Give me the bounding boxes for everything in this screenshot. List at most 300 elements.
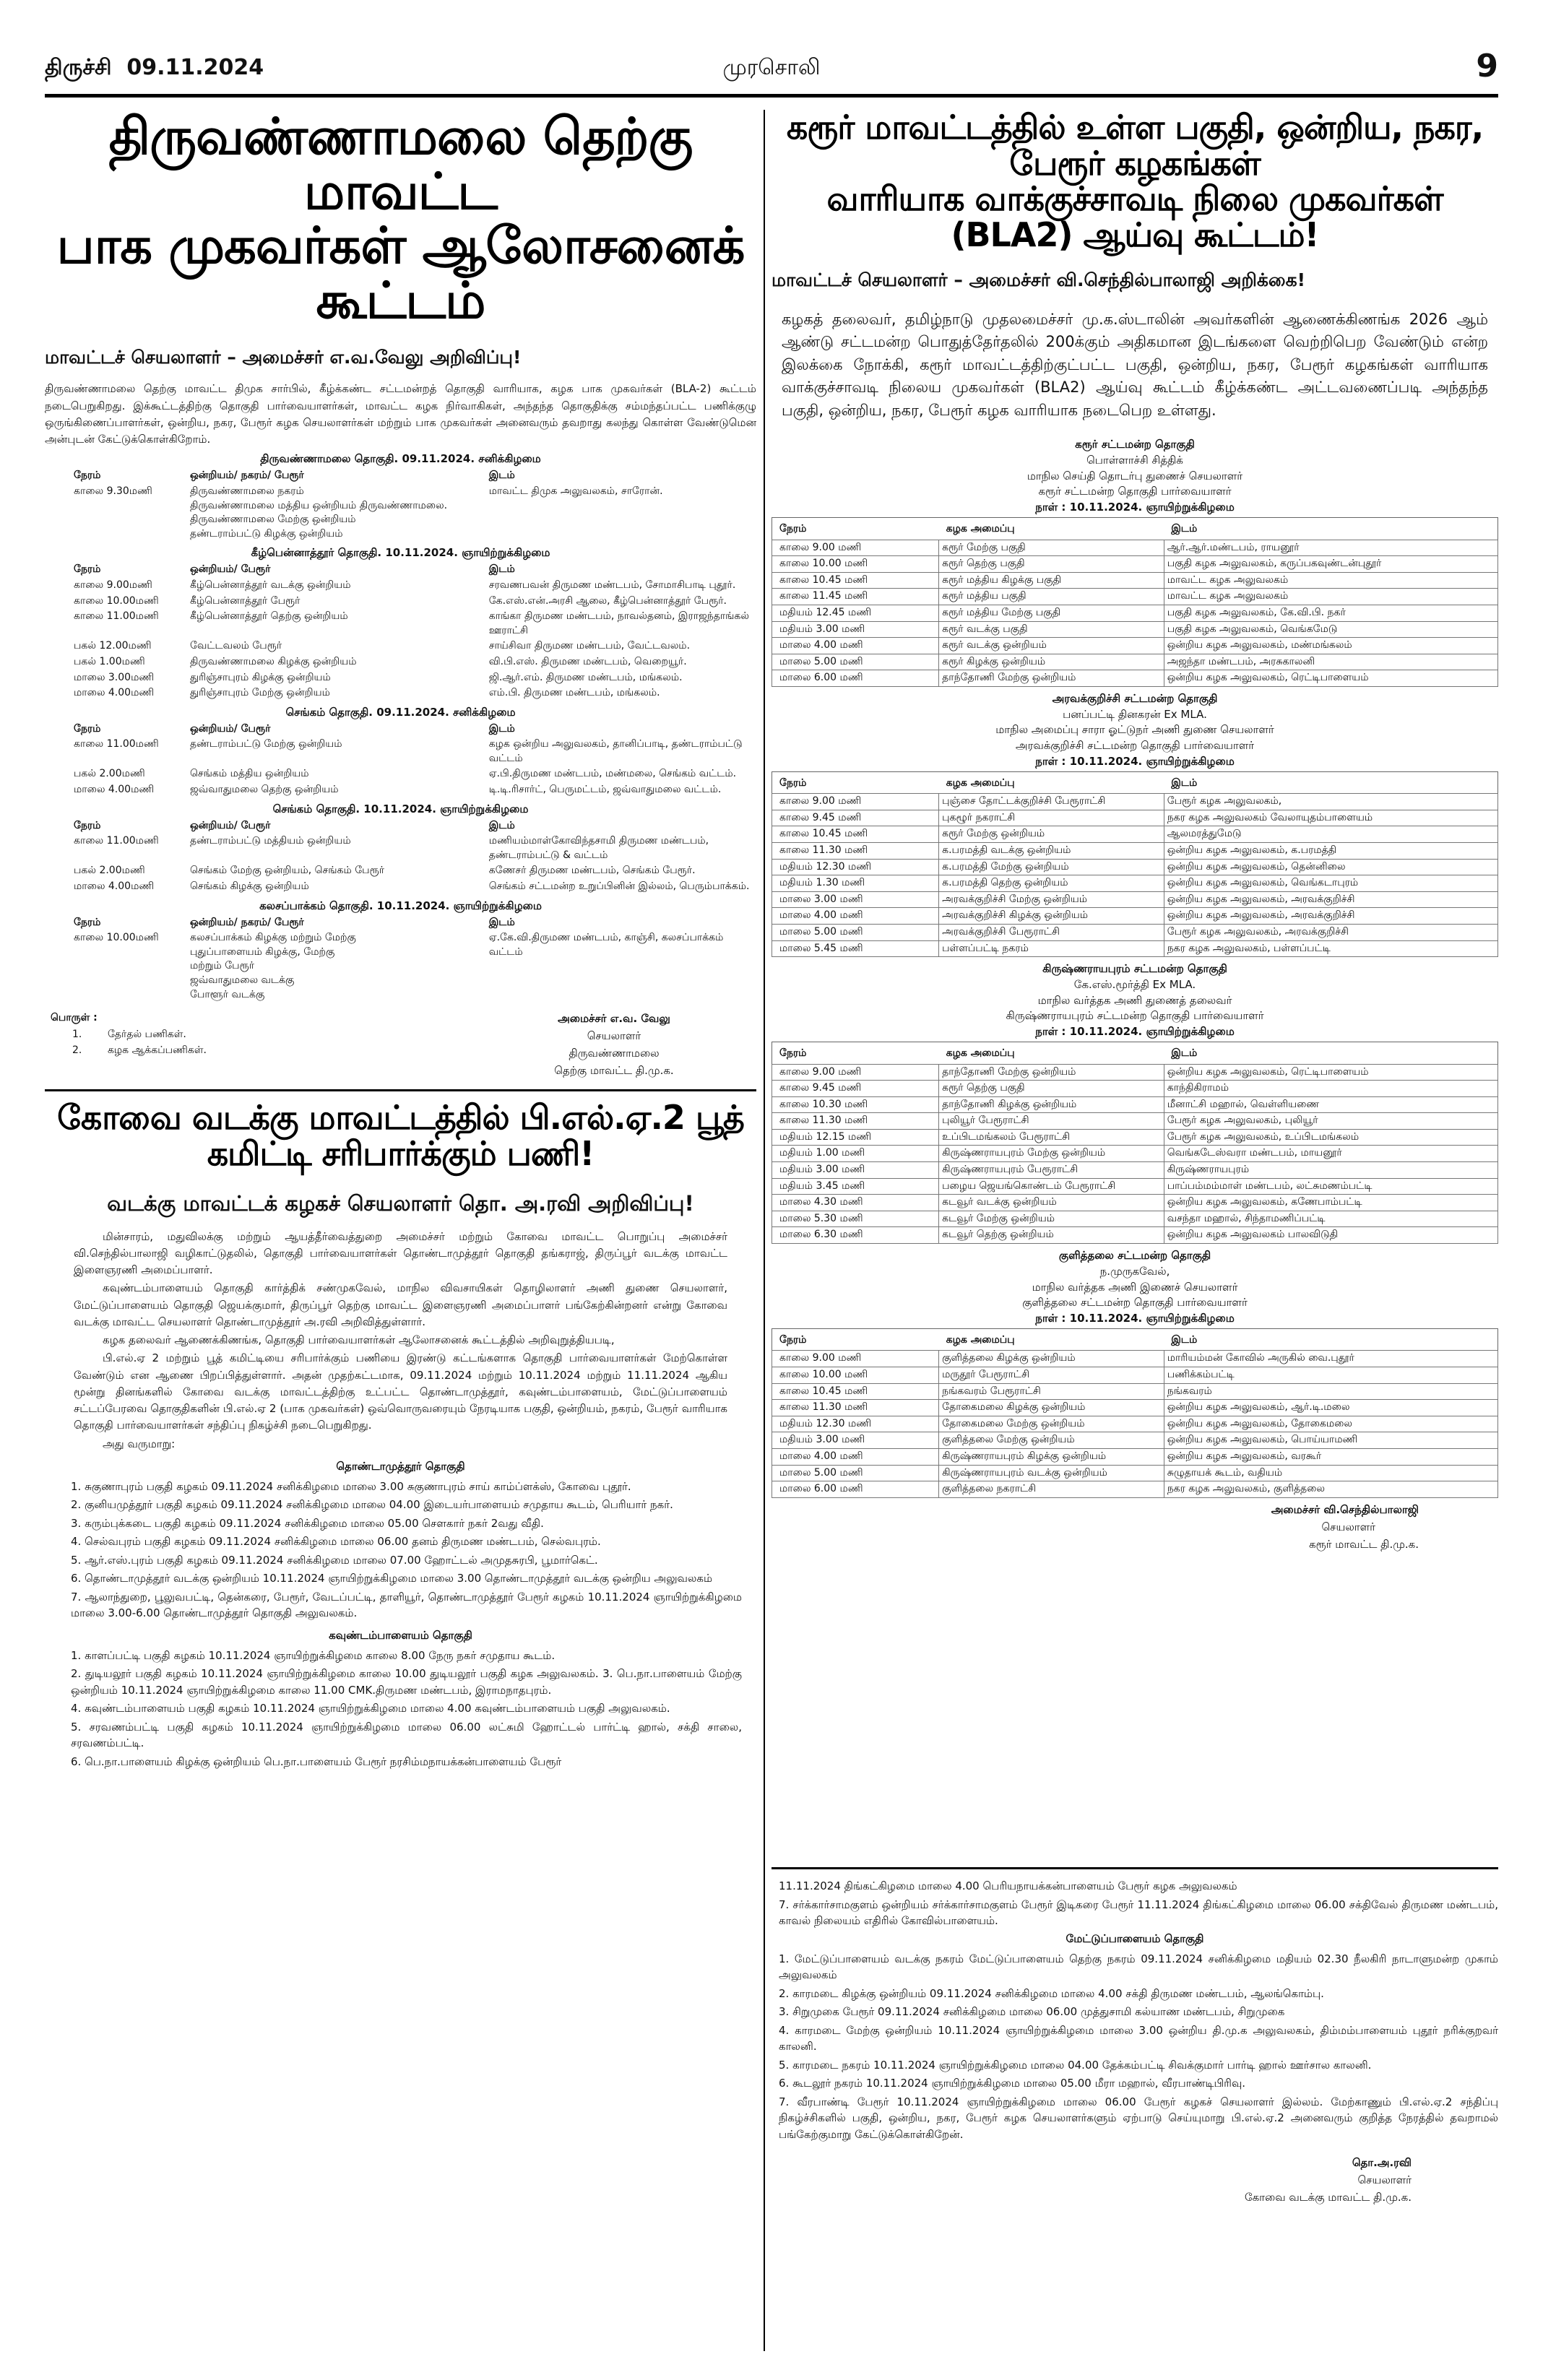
table-cell: மீனாட்சி மஹால், வெள்ளியணை [1164, 1096, 1497, 1113]
headline-line: வாரியாக வாக்குச்சாவடி நிலை முகவர்கள் (BLA2) ஆய்வு கூட்டம்! [826, 179, 1443, 255]
section-title: மேட்டுப்பாளையம் தொகுதி [1066, 1931, 1204, 1945]
table-row [45, 879, 756, 895]
table-cell: காலை 10.00மணி [74, 594, 159, 607]
table-cell: கரூர் தெற்கு பகுதி [939, 1081, 1164, 1097]
table-cell: மாலை 4.00மணி [74, 880, 155, 893]
table-cell: செங்கம் மத்திய ஒன்றியம் [190, 768, 309, 780]
table-cell: ஒன்றிய கழக அலுவலகம், க.பரமத்தி [1164, 843, 1497, 860]
constituency-line: கிருஷ்ணராயபுரம் சட்டமன்ற தொகுதி [1042, 962, 1227, 976]
column-header: இடம் [1171, 1333, 1198, 1346]
table-row [45, 834, 756, 863]
table-cell: மதியம் 3.00 மணி [772, 621, 939, 638]
table-cell: கலசப்பாக்கம் கிழக்கு மற்றும் மேற்கு புதுப்பாளையம் கிழக்கு, மேற்கு மற்றும் பேரூர் ஜவ்வாதுமலை வடக்கு போளூர் வடக்கு [190, 932, 356, 1000]
list-item: 1. மேட்டுப்பாளையம் வடக்கு நகரம் மேட்டுப்பாளையம் தெற்கு நகரம் 09.11.2024 சனிக்கிழமை மதியம் 02.30 நீலகிரி நாடாளுமன்ற முகாம் அலுவலகம் [779, 1952, 1498, 1981]
constituency-line: மாநில அமைப்பு சாரா ஓட்டுநர் அணி துணை செயலாளர் [995, 723, 1274, 737]
left-column [45, 110, 756, 1772]
table-cell: ஒன்றிய கழக அலுவலகம், தென்னிலை [1164, 859, 1497, 875]
table-cell: வெங்கடேஸ்வரா மண்டபம், மாயனூர் [1164, 1146, 1497, 1162]
schedule-table [45, 562, 756, 701]
table-cell: ஒன்றிய கழக அலுவலகம், தோகைமலை [1164, 1416, 1497, 1432]
table-header-row [45, 468, 756, 484]
constituency-line: கரூர் சட்டமன்ற தொகுதி பார்வையாளர் [1038, 485, 1232, 498]
constituency-header [772, 691, 1498, 770]
table-cell: கரூர் மத்திய கிழக்கு பகுதி [939, 572, 1164, 589]
article-divider [45, 1089, 756, 1091]
masthead [45, 48, 1498, 98]
table-cell: கீழ்பென்னாத்தூர் தெற்கு ஒன்றியம் [190, 610, 348, 623]
table-cell: சுழுதாயக் கூடம், வதியம் [1164, 1465, 1497, 1481]
table-cell: கே.எஸ்.என்.அரசி ஆலை, கீழ்பென்னாத்தூர் பேரூர். [488, 594, 727, 607]
table-cell: பேரூர் கழக அலுவலகம், [1164, 794, 1497, 810]
table-cell: காலை 9.30மணி [74, 485, 152, 497]
table-cell: பகுதி கழக அலுவலகம், வெங்கமேடு [1164, 621, 1497, 638]
table-cell: காலை 10.30 மணி [772, 1096, 939, 1113]
table-cell: கடவூர் தெற்கு ஒன்றியம் [939, 1227, 1164, 1244]
schedule-table [772, 1042, 1498, 1244]
schedule-title: செங்கம் தொகுதி. 10.11.2024. ஞாயிற்றுக்கிழமை [272, 802, 529, 815]
list-item: 5. ஆர்.எஸ்.புரம் பகுதி கழகம் 09.11.2024 சனிக்கிழமை மாலை 07.00 ஹோட்டல் அமுதசுரபி, பூமார்கெட். [71, 1553, 598, 1567]
table-cell: காலை 9.45 மணி [772, 810, 939, 826]
table-cell: பேரூர் கழக அலுவலகம், புலியூர் [1164, 1113, 1497, 1130]
table-cell: கரூர் கிழக்கு ஒன்றியம் [939, 654, 1164, 670]
table-cell: கரூர் மத்திய பகுதி [939, 589, 1164, 605]
table-row [772, 1195, 1498, 1211]
table-cell: உப்பிடமங்கலம் பேரூராட்சி [939, 1129, 1164, 1146]
list-item: 1. காளப்பட்டி பகுதி கழகம் 10.11.2024 ஞாயிற்றுக்கிழமை காலை 8.00 நேரு நகர் சமுதாய கூடம். [71, 1648, 556, 1662]
table-cell: மதியம் 12.30 மணி [772, 1416, 939, 1432]
table-row [772, 1113, 1498, 1130]
constituency-line: பனப்பட்டி தினகரன் Ex MLA. [1063, 707, 1207, 721]
body-paragraph: அது வருமாறு: [103, 1437, 176, 1450]
table-cell: காலை 11.00மணி [74, 610, 159, 623]
list-item: 6. தொண்டாமுத்தூர் வடக்கு ஒன்றியம் 10.11.2024 ஞாயிற்றுக்கிழமை மாலை 3.00 தொண்டாமுத்தூர் வடக்கு ஒன்றிய அலுவலகம் [71, 1572, 713, 1585]
headline-line: பாக முகவர்கள் ஆலோசனைக் கூட்டம் [56, 216, 745, 330]
body-paragraph: கவுண்டம்பாளையம் தொகுதி கார்த்திக் சண்முகவேல், மாநில விவசாயிகள் தொழிலாளர் அணி துணை செயலாளர், மேட்டுப்பாளையம் தொகுதி ஜெயக்குமார், திருப்பூர் தெற்கு மாவட்ட இளைஞரணி அமைப்பாளர் பங்கேற்கின்றனர் என்று கோவை வடக்கு மாவட்ட செயலாளர் தொண்டாமுத்தூர் அ.ரவி அறிவித்துள்ளார். [74, 1281, 727, 1328]
table-cell: புகழூர் நகராட்சி [939, 810, 1164, 826]
table-cell: சரவணபவன் திருமண மண்டபம், சோமாசிபாடி புதூர். [488, 579, 736, 591]
table-cell: காலை 11.30 மணி [772, 843, 939, 860]
column-header: நேரம் [74, 916, 101, 928]
table-row [45, 594, 756, 610]
column-header: நேரம் [74, 819, 101, 831]
constituency-line: அரவக்குறிச்சி சட்டமன்ற தொகுதி [1052, 691, 1218, 705]
constituency-header [772, 1248, 1498, 1327]
list-item: 7. ஆலாந்துறை, பூலுவபட்டி, தென்கரை, பேரூர், வேடப்பட்டி, தாளியூர், தொண்டாமுத்தூர் பேரூர் கழகம் 10.11.2024 ஞாயிற்றுக்கிழமை மாலை 3.00-6.00 தொண்டாமுத்தூர் தொகுதி அலுவலகம். [71, 1590, 742, 1620]
table-header-row [45, 818, 756, 834]
constituency-line: குளித்தலை சட்டமன்ற தொகுதி பார்வையாளர் [1022, 1296, 1248, 1310]
table-row [772, 1146, 1498, 1162]
table-header-row [772, 1042, 1498, 1064]
table-cell: காலை 9.00 மணி [772, 794, 939, 810]
schedule-table [45, 722, 756, 798]
table-cell: காலை 9.45 மணி [772, 1081, 939, 1097]
table-cell: குளித்தலை நகராட்சி [939, 1481, 1164, 1498]
table-cell: ஜவ்வாதுமலை தெற்கு ஒன்றியம் [190, 784, 339, 796]
table-cell: காலை 9.00 மணி [772, 1064, 939, 1081]
list-item: 5. காரமடை நகரம் 10.11.2024 ஞாயிற்றுக்கிழமை மாலை 04.00 தேக்கம்பட்டி சிவக்குமார் பார்டி ஹால் ஊர்சால காலனி. [779, 2058, 1372, 2072]
table-cell: துரிஞ்சாபுரம் கிழக்கு ஒன்றியம் [190, 671, 331, 683]
table-row [772, 891, 1498, 908]
body-paragraph: பி.எல்.ஏ 2 மற்றும் பூத் கமிட்டியை சரிபார்க்கும் பணியை இரண்டு கட்டங்களாக தொகுதி பார்வையாளர்கள் மேற்கொள்ள வேண்டும் என ஆணை பிறப்பித்துள்ளார். அதன் முதற்கட்டமாக, 09.11.2024 மற்றும் 10.11.2024 மற்றும் 11.11.2024 ஆகிய மூன்று தினங்களில் கோவை வடக்கு மாவட்டத்திற்கு உட்பட்ட தொண்டாமுத்தூர், கவுண்டம்பாளையம், மேட்டுப்பாளையம் சட்டப்பேரவை தொகுதிகளின் பி.எல்.ஏ 2 (பாக முகவர்கள்) ஒவ்வொருவரையும் நேரடியாக பகுதி, ஒன்றியம், நகரம், பேரூர் வாரியாக தொகுதி பார்வையாளர்கள் சந்திப்பு நிகழ்ச்சி நடைபெறுகிறது. [74, 1351, 727, 1432]
table-cell: மாவட்ட கழக அலுவலகம் [1164, 589, 1497, 605]
table-cell: காலை 11.30 மணி [772, 1113, 939, 1130]
sign-line: கோவை வடக்கு மாவட்ட தி.மு.க. [1244, 2191, 1412, 2204]
constituency-line: கரூர் சட்டமன்ற தொகுதி [1075, 438, 1195, 451]
column-header: நேரம் [74, 722, 101, 735]
article-3-intro: கழகத் தலைவர், தமிழ்நாடு முதலமைச்சர் மு.க.ஸ்டாலின் அவர்களின் ஆணைக்கிணங்க 2026 ஆம் ஆண்டு சட்டமன்ற பொதுத்தேர்தலில் 200க்கும் அதிகமான இடங்களை வெற்றிபெற வேண்டும் என்ற இலக்கை நோக்கி, கரூர் மாவட்டத்திற்குட்பட்ட பகுதி, ஒன்றிய, நகர, பேரூர் கழகங்கள் வாரியாக வாக்குச்சாவடி நிலைய முகவர்கள் (BLA2) ஆய்வு கூட்டம் கீழ்க்கண்ட அட்டவணைப்படி அந்தந்த பகுதி, ஒன்றிய, நகர, பேரூர் கழக வாரியாக நடைபெற உள்ளது. [782, 310, 1488, 419]
column-header: கழக அமைப்பு [946, 776, 1015, 789]
table-row [772, 1211, 1498, 1227]
table-cell: ஒன்றிய கழக அலுவலகம், கணேபாம்பட்டி [1164, 1195, 1497, 1211]
table-cell: மருதூர் பேரூராட்சி [939, 1367, 1164, 1383]
table-cell: பகல் 2.00மணி [74, 768, 145, 780]
table-cell: பகல் 2.00மணி [74, 865, 145, 877]
table-cell: காங்கா திருமண மண்டபம், நாவல்தனம், இராஜந்தாங்கல் ஊராட்சி [488, 610, 749, 636]
article-2-body [45, 1229, 756, 1453]
column-header: நேரம் [74, 469, 101, 482]
list-item: 6. கூடலூர் நகரம் 10.11.2024 ஞாயிற்றுக்கிழமை மாலை 05.00 மீரா மஹால், வீரபாண்டிபிரிவு. [779, 2077, 1246, 2090]
column-header: ஒன்றியம்/ பேரூர் [190, 563, 271, 576]
table-cell: தோகைமலை மேற்கு ஒன்றியம் [939, 1416, 1164, 1432]
constituency-line: ந.முருகவேல், [1099, 1264, 1170, 1278]
table-cell: கரூர் வடக்கு ஒன்றியம் [939, 638, 1164, 654]
table-row [772, 1081, 1498, 1097]
list-item: 2. துடியலூர் பகுதி கழகம் 10.11.2024 ஞாயிற்றுக்கிழமை காலை 10.00 துடியலூர் பகுதி கழக அலுவலகம். 3. பெ.நா.பாளையம் மேற்கு ஒன்றியம் 10.11.2024 ஞாயிற்றுக்கிழமை காலை 11.00 CMK.திருமண மண்டபம், இராமநாதபுரம். [71, 1667, 742, 1697]
column-header: நேரம் [779, 522, 807, 535]
section-title: கவுண்டம்பாளையம் தொகுதி [329, 1628, 472, 1642]
sign-line: செயலாளர் [1357, 2173, 1412, 2186]
column-header: இடம் [1171, 1047, 1198, 1059]
column-header: கழக அமைப்பு [946, 1047, 1015, 1059]
schedule-title: திருவண்ணாமலை தொகுதி. 09.11.2024. சனிக்கிழமை [260, 452, 541, 466]
purpose-item: 1. தேர்தல் பணிகள். [72, 1028, 186, 1040]
table-cell: காலை 11.45 மணி [772, 589, 939, 605]
table-cell: கரூர் வடக்கு பகுதி [939, 621, 1164, 638]
table-row [45, 609, 756, 639]
list-item: 3. கரும்புக்கடை பகுதி கழகம் 09.11.2024 சனிக்கிழமை மாலை 05.00 செளகார் நகர் 2வது வீதி. [71, 1516, 544, 1530]
table-row [45, 670, 756, 686]
table-row [772, 1383, 1498, 1400]
table-row [45, 782, 756, 798]
table-row [45, 766, 756, 782]
table-cell: மாலை 3.00மணி [74, 671, 155, 683]
article-1-signature [472, 1010, 756, 1079]
article-1-headline [45, 110, 756, 328]
table-header-row [45, 915, 756, 931]
table-cell: க.பரமத்தி தெற்கு ஒன்றியம் [939, 875, 1164, 892]
schedule-date: நாள் : 10.11.2024. ஞாயிற்றுக்கிழமை [1035, 1312, 1235, 1325]
continued-divider [772, 1867, 1498, 1869]
table-cell: காலை 10.00மணி [74, 932, 159, 944]
constituency-line: பொள்ளாச்சி சித்திக் [1086, 453, 1183, 467]
table-cell: திருவண்ணாமலை கிழக்கு ஒன்றியம் [190, 655, 357, 667]
table-cell: மாலை 5.00 மணி [772, 924, 939, 940]
table-cell: கிருஷ்ணராயபுரம் கிழக்கு ஒன்றியம் [939, 1448, 1164, 1465]
right-column [772, 110, 1498, 1553]
table-cell: மாலை 5.30 மணி [772, 1211, 939, 1227]
column-header: இடம் [488, 469, 515, 482]
schedule-date: நாள் : 10.11.2024. ஞாயிற்றுக்கிழமை [1035, 501, 1235, 514]
list-item: 4. செல்வபுரம் பகுதி கழகம் 09.11.2024 சனிக்கிழமை மாலை 06.00 தனம் திருமண மண்டபம், செல்வபுரம். [71, 1535, 601, 1549]
date: 09.11.2024 [126, 55, 264, 80]
article-2-subhead: வடக்கு மாவட்டக் கழகச் செயலாளர் தொ. அ.ரவி அறிவிப்பு! [107, 1190, 694, 1216]
table-cell: நங்கவரம் [1164, 1383, 1497, 1400]
table-cell: மாலை 6.00 மணி [772, 1481, 939, 1498]
list-item: 4. கவுண்டம்பாளையம் பகுதி கழகம் 10.11.2024 ஞாயிற்றுக்கிழமை மாலை 4.00 கவுண்டம்பாளையம் பகுதி அலுவலகம். [71, 1702, 670, 1715]
table-cell: ஒன்றிய கழக அலுவலகம், ரெட்டிபாளையம் [1164, 670, 1497, 687]
table-cell: பணிக்கம்பட்டி [1164, 1367, 1497, 1383]
table-cell: காலை 9.00மணி [74, 579, 152, 591]
table-row [45, 863, 756, 879]
section-list [45, 1648, 756, 1770]
table-row [772, 1178, 1498, 1195]
table-header-row [45, 722, 756, 737]
table-cell: ஒன்றிய கழக அலுவலகம், மண்மங்கலம் [1164, 638, 1497, 654]
table-cell: ஒன்றிய கழக அலுவலகம், பொய்யாமணி [1164, 1432, 1497, 1449]
table-cell: பாப்பம்மம்மாள் மண்டபம், லட்சுமணம்பட்டி [1164, 1178, 1497, 1195]
table-cell: தண்டராம்பட்டு மத்தியம் ஒன்றியம் [190, 835, 351, 847]
table-cell: கிருஷ்ணராயபுரம் வடக்கு ஒன்றியம் [939, 1465, 1164, 1481]
table-cell: மாலை 4.00 மணி [772, 638, 939, 654]
table-cell: காலை 11.00மணி [74, 738, 159, 750]
table-row [772, 540, 1498, 556]
column-header: நேரம் [779, 776, 807, 789]
table-cell: டி.டி.ரிசார்ட், பெருமட்டம், ஜவ்வாதுமலை வட்டம். [488, 784, 722, 796]
table-cell: பள்ளப்பட்டி நகரம் [939, 940, 1164, 957]
table-cell: வேட்டவலம் பேரூர் [190, 640, 282, 652]
table-cell: ஒன்றிய கழக அலுவலகம், அரவக்குறிச்சி [1164, 891, 1497, 908]
table-cell: கிருஷ்ணராயபுரம் மேற்கு ஒன்றியம் [939, 1146, 1164, 1162]
schedule-date: நாள் : 10.11.2024. ஞாயிற்றுக்கிழமை [1035, 1025, 1235, 1039]
table-cell: கழக ஒன்றிய அலுவலகம், தானிப்பாடி, தண்டராம்பட்டு வட்டம் [488, 738, 743, 764]
table-cell: ஆர்.ஆர்.மண்டபம், ராயனூர் [1164, 540, 1497, 556]
section-title: தொண்டாமுத்தூர் தொகுதி [336, 1459, 465, 1473]
table-row [772, 908, 1498, 925]
table-cell: காலை 9.00 மணி [772, 1351, 939, 1367]
table-cell: கரூர் தெற்கு பகுதி [939, 556, 1164, 573]
table-cell: ஒன்றிய கழக அலுவலகம், வரகூர் [1164, 1448, 1497, 1465]
table-cell: கிருஷ்ணராயபுரம் பேரூராட்சி [939, 1162, 1164, 1179]
column-header: ஒன்றியம்/ பேரூர் [190, 819, 271, 831]
table-cell: மாலை 5.45 மணி [772, 940, 939, 957]
table-cell: வசந்தா மஹால், சிந்தாமணிப்பட்டி [1164, 1211, 1497, 1227]
list-item: 3. சிறுமுகை பேரூர் 09.11.2024 சனிக்கிழமை மாலை 06.00 முத்துசாமி கல்யாண மண்டபம், சிறுமுகை [779, 2005, 1285, 2018]
table-cell: நகர கழக அலுவலகம், பள்ளப்பட்டி [1164, 940, 1497, 957]
schedule-table [772, 517, 1498, 687]
table-cell: கரூர் மேற்கு ஒன்றியம் [939, 826, 1164, 843]
table-row [45, 578, 756, 594]
table-cell: மாலை 4.30 மணி [772, 1195, 939, 1211]
table-cell: தாந்தோணி மேற்கு ஒன்றியம் [939, 670, 1164, 687]
headline-line: கரூர் மாவட்டத்தில் உள்ள பகுதி, ஒன்றிய, நகர, பேரூர் கழகங்கள் [786, 110, 1484, 183]
table-row [45, 737, 756, 766]
section-list [45, 1479, 756, 1622]
table-cell: தாந்தோணி மேற்கு ஒன்றியம் [939, 1064, 1164, 1081]
table-cell: மதியம் 3.45 மணி [772, 1178, 939, 1195]
table-cell: கீழ்பென்னாத்தூர் வடக்கு ஒன்றியம் [190, 579, 351, 591]
sign-line: தொ.அ.ரவி [1352, 2156, 1412, 2169]
table-cell: செங்கம் சட்டமன்ற உறுப்பினின் இல்லம், பெரும்பாக்கம். [488, 880, 750, 893]
column-header: கழக அமைப்பு [946, 522, 1015, 535]
schedule-title: செங்கம் தொகுதி. 09.11.2024. சனிக்கிழமை [285, 705, 516, 719]
table-cell: மாலை 5.00 மணி [772, 654, 939, 670]
column-header: நேரம் [74, 563, 101, 576]
table-row [772, 1129, 1498, 1146]
table-row [45, 639, 756, 654]
table-cell: பேரூர் கழக அலுவலகம், உப்பிடமங்கலம் [1164, 1129, 1497, 1146]
table-cell: கடவூர் வடக்கு ஒன்றியம் [939, 1195, 1164, 1211]
table-cell: அஜந்தா மண்டபம், அரசுகாலனி [1164, 654, 1497, 670]
table-cell: காலை 11.00மணி [74, 835, 159, 847]
article-3-schedules [772, 437, 1498, 1498]
table-cell: ஏ.கே.வி.திருமண மண்டபம், காஞ்சி, கலசப்பாக்கம் வட்டம் [488, 932, 724, 958]
list-item: 1. சுகுணாபுரம் பகுதி கழகம் 09.11.2024 சனிக்கிழமை மாலை 3.00 சுகுணாபுரம் சாய் காம்ப்ளக்ஸ், கோவை புதூர். [71, 1479, 631, 1493]
constituency-line: கிருஷ்ணராயபுரம் சட்டமன்ற தொகுதி பார்வையாளர் [1006, 1009, 1264, 1023]
table-row [45, 685, 756, 701]
table-cell: காந்திகிராமம் [1164, 1081, 1497, 1097]
table-row [45, 654, 756, 670]
column-header: இடம் [488, 819, 515, 831]
table-cell: தாந்தோணி கிழக்கு ஒன்றியம் [939, 1096, 1164, 1113]
table-row [772, 638, 1498, 654]
table-cell: மாலை 4.00 மணி [772, 1448, 939, 1465]
table-cell: மாவட்ட திமுக அலுவலகம், சாரோன். [488, 485, 663, 497]
article-1-schedules [45, 452, 756, 1003]
sign-line: திருவண்ணாமலை [569, 1047, 660, 1060]
table-cell: ஒன்றிய கழக அலுவலகம் பாலவிடுதி [1164, 1227, 1497, 1244]
table-cell: செங்கம் மேற்கு ஒன்றியம், செங்கம் பேரூர் [190, 865, 385, 877]
schedule-table [45, 468, 756, 542]
table-cell: பழைய ஜெயங்கொண்டம் பேரூராட்சி [939, 1178, 1164, 1195]
table-cell: புஞ்சை தோட்டக்குறிச்சி பேரூராட்சி [939, 794, 1164, 810]
table-cell: க.பரமத்தி வடக்கு ஒன்றியம் [939, 843, 1164, 860]
column-divider [764, 110, 765, 2351]
table-cell: திருவண்ணாமலை நகரம் திருவண்ணாமலை மத்திய ஒன்றியம் திருவண்ணாமலை. திருவண்ணாமலை மேற்கு ஒன்றியம் தண்டராம்பட்டு கிழக்கு ஒன்றியம் [190, 485, 448, 540]
list-item: 7. வீரபாண்டி பேரூர் 10.11.2024 ஞாயிற்றுக்கிழமை மாலை 06.00 பேரூர் கழகச் செயலாளர் இல்லம். மேற்காணும் பி.எல்.ஏ.2 சந்திப்பு நிகழ்ச்சிகளில் பகுதி, ஒன்றிய, நகர, பேரூர் கழக செயலாளர்களும் ஏற்பாடு செய்யுமாறு பி.எல்.ஏ.2 அனைவரும் குறித்த நேரத்தில் தவறாமல் பங்கேற்குமாறு கேட்டுக்கொள்கிறேன். [779, 2095, 1498, 2141]
table-cell: மாலை 4.00மணி [74, 687, 155, 699]
table-cell: அரவக்குறிச்சி கிழக்கு ஒன்றியம் [939, 908, 1164, 925]
table-cell: பகுதி கழக அலுவலகம், கருப்பகவுண்டன்புதூர் [1164, 556, 1497, 573]
body-paragraph: மின்சாரம், மதுவிலக்கு மற்றும் ஆயத்தீர்வைத்துறை அமைச்சர் மற்றும் கோவை மாவட்ட பொறுப்பு அமைச்சர் வி.செந்தில்பாலாஜி வழிகாட்டுதலில், தொகுதி பார்வையாளர்கள் தொண்டாமுத்தூர் தொகுதி தங்கராஜ், திருப்பூர் வடக்கு மாவட்ட இளைஞரணி அமைப்பாளர். [74, 1229, 728, 1277]
column-header: இடம் [488, 916, 515, 928]
table-row [772, 572, 1498, 589]
table-cell: மாலை 6.30 மணி [772, 1227, 939, 1244]
schedule-table [772, 771, 1498, 958]
table-row [772, 843, 1498, 860]
table-row [772, 654, 1498, 670]
table-row [772, 670, 1498, 687]
table-cell: காலை 10.00 மணி [772, 1367, 939, 1383]
section-list [772, 1951, 1498, 2143]
table-cell: குளித்தலை கிழக்கு ஒன்றியம் [939, 1351, 1164, 1367]
body-paragraph: கழக தலைவர் ஆணைக்கிணங்க, தொகுதி பார்வையாளர்கள் ஆலோசனைக் கூட்டத்தில் அறிவுறுத்தியபடி, [103, 1333, 615, 1347]
table-row [772, 810, 1498, 826]
purpose-item: 2. கழக ஆக்கப்பணிகள். [72, 1044, 207, 1056]
purpose-label: பொருள் : [51, 1012, 98, 1024]
list-item: 7. சர்க்கார்சாமகுளம் ஒன்றியம் சர்க்கார்சாமகுளம் பேரூர் இடிகரை பேரூர் 11.11.2024 திங்கட்கிழமை மாலை 06.00 சக்திவேல் திருமண மண்டபம், காவல் நிலையம் எதிரில் கோவில்பாளையம். [779, 1897, 1498, 1927]
article-2-headline: கோவை வடக்கு மாவட்டத்தில் பி.எல்.ஏ.2 பூத் கமிட்டி சரிபார்க்கும் பணி! [57, 1098, 744, 1173]
table-cell: எம்.பி. திருமண மண்டபம், மங்கலம். [488, 687, 660, 699]
continued-list [772, 1878, 1498, 1929]
table-row [772, 1481, 1498, 1498]
constituency-line: மாநில வர்த்தக அணி இணைச் செயலாளர் [1032, 1280, 1238, 1294]
schedule-title: கலசப்பாக்கம் தொகுதி. 10.11.2024. ஞாயிற்றுக்கிழமை [259, 899, 542, 912]
sign-line: செயலாளர் [587, 1029, 641, 1043]
table-row [772, 605, 1498, 621]
table-cell: மதியம் 12.15 மணி [772, 1129, 939, 1146]
table-row [772, 1465, 1498, 1481]
table-header-row [772, 771, 1498, 794]
edition: திருச்சி [45, 55, 112, 80]
schedule-title: கீழ்பென்னாத்தூர் தொகுதி. 10.11.2024. ஞாயிற்றுக்கிழமை [251, 546, 550, 560]
table-cell: கிருஷ்ணராயபுரம் [1164, 1162, 1497, 1179]
article-1-subhead: மாவட்டச் செயலாளர் – அமைச்சர் எ.வ.வேலு அறிவிப்பு! [45, 347, 522, 368]
article-1-intro: திருவண்ணாமலை தெற்கு மாவட்ட திமுக சார்பில், கீழ்க்கண்ட சட்டமன்றத் தொகுதி வாரியாக, கழக பாக முகவர்கள் (BLA-2) கூட்டம் நடைபெறுகிறது. இக்கூட்டத்திற்கு தொகுதி பார்வையாளர்கள், மாவட்ட கழக நிர்வாகிகள், அந்தந்த தொகுதிக்கு சம்மந்தப்பட்ட பணிக்குழு ஒருங்கிணைப்பாளர்கள், ஒன்றிய, நகர, பேரூர் கழக செயலாளர்கள் மற்றும் பாக முகவர்கள் அனைவரும் தவறாது கலந்து கொள்ள வேண்டுமென அன்புடன் கேட்டுக்கொள்கிறோம். [45, 382, 756, 446]
constituency-header [772, 437, 1498, 516]
column-header: ஒன்றியம்/ பேரூர் [190, 722, 271, 735]
table-cell: மதியம் 1.30 மணி [772, 875, 939, 892]
table-header-row [772, 1328, 1498, 1351]
constituency-line: குளித்தலை சட்டமன்ற தொகுதி [1058, 1249, 1211, 1263]
table-cell: செங்கம் கிழக்கு ஒன்றியம் [190, 880, 309, 893]
table-cell: ஒன்றிய கழக அலுவலகம், வெங்கடாபுரம் [1164, 875, 1497, 892]
table-row [772, 826, 1498, 843]
column-header: இடம் [488, 563, 515, 576]
table-row [772, 1162, 1498, 1179]
article-2-continued [772, 1867, 1498, 2206]
table-cell: அரவக்குறிச்சி பேரூராட்சி [939, 924, 1164, 940]
table-cell: மாலை 5.00 மணி [772, 1465, 939, 1481]
constituency-line: மாநில வர்த்தக அணி துணைத் தலைவர் [1037, 993, 1232, 1007]
table-cell: குளித்தலை மேற்கு ஒன்றியம் [939, 1432, 1164, 1449]
list-item: 2. குனியமுத்தூர் பகுதி கழகம் 09.11.2024 சனிக்கிழமை மாலை 04.00 இடையர்பாளையம் சமுதாய கூடம், பெரியார் நகர். [71, 1498, 673, 1512]
list-item: 11.11.2024 திங்கட்கிழமை மாலை 4.00 பெரியநாயக்கன்பாளையம் பேரூர் கழக அலுவலகம் [779, 1879, 1237, 1892]
table-cell: நகர கழக அலுவலகம் வேலாயுதம்பாளையம் [1164, 810, 1497, 826]
column-header: ஒன்றியம்/ நகரம்/ பேரூர் [190, 916, 304, 928]
table-row [45, 930, 756, 1003]
table-row [772, 1400, 1498, 1416]
table-cell: மணியம்மாள்கோவிந்தசாமி திருமண மண்டபம், தண்டராம்பட்டு & வட்டம் [488, 835, 709, 861]
table-row [772, 1367, 1498, 1383]
table-cell: மாவட்ட கழக அலுவலகம் [1164, 572, 1497, 589]
column-header: இடம் [488, 722, 515, 735]
table-cell: மாரியம்மன் கோவில் அருகில் வை.புதூர் [1164, 1351, 1497, 1367]
sign-line: செயலாளர் [1321, 1520, 1375, 1533]
table-cell: தண்டராம்பட்டு மேற்கு ஒன்றியம் [190, 738, 342, 750]
article-3-headline [772, 110, 1498, 254]
schedule-table [772, 1328, 1498, 1498]
table-row [772, 1064, 1498, 1081]
sign-line: தெற்கு மாவட்ட தி.மு.க. [554, 1064, 674, 1078]
constituency-line: மாநில செய்தி தொடர்பு துணைச் செயலாளர் [1026, 469, 1243, 483]
table-cell: காலை 10.45 மணி [772, 1383, 939, 1400]
column-header: நேரம் [779, 1333, 807, 1346]
table-row [772, 1351, 1498, 1367]
table-row [772, 589, 1498, 605]
table-header-row [772, 517, 1498, 540]
table-cell: காலை 10.00 மணி [772, 556, 939, 573]
table-row [772, 1432, 1498, 1449]
list-item: 4. காரமடை மேற்கு ஒன்றியம் 10.11.2024 ஞாயிற்றுக்கிழமை மாலை 3.00 ஒன்றிய தி.மு.க அலுவலகம், திம்மம்பாளையம் புதூர் நரிக்குறவர் காலனி. [779, 2023, 1498, 2053]
table-cell: கரூர் மேற்கு பகுதி [939, 540, 1164, 556]
table-cell: கணேசர் திருமண மண்டபம், செங்கம் பேரூர். [488, 865, 696, 877]
list-item: 5. சரவணம்பட்டி பகுதி கழகம் 10.11.2024 ஞாயிற்றுக்கிழமை மாலை 06.00 லட்சுமி ஹோட்டல் பார்ட்டி ஹால், சக்தி சாலை, சரவணம்பட்டி. [71, 1720, 742, 1750]
purpose-block [45, 1010, 207, 1079]
table-cell: வி.பி.எஸ். திருமண மண்டபம், வெறையூர். [488, 655, 687, 667]
table-row [772, 859, 1498, 875]
paper-name: முரசொலி [722, 55, 821, 80]
table-cell: ஏ.பி.திருமண மண்டபம், மண்மலை, செங்கம் வட்டம். [488, 768, 737, 780]
